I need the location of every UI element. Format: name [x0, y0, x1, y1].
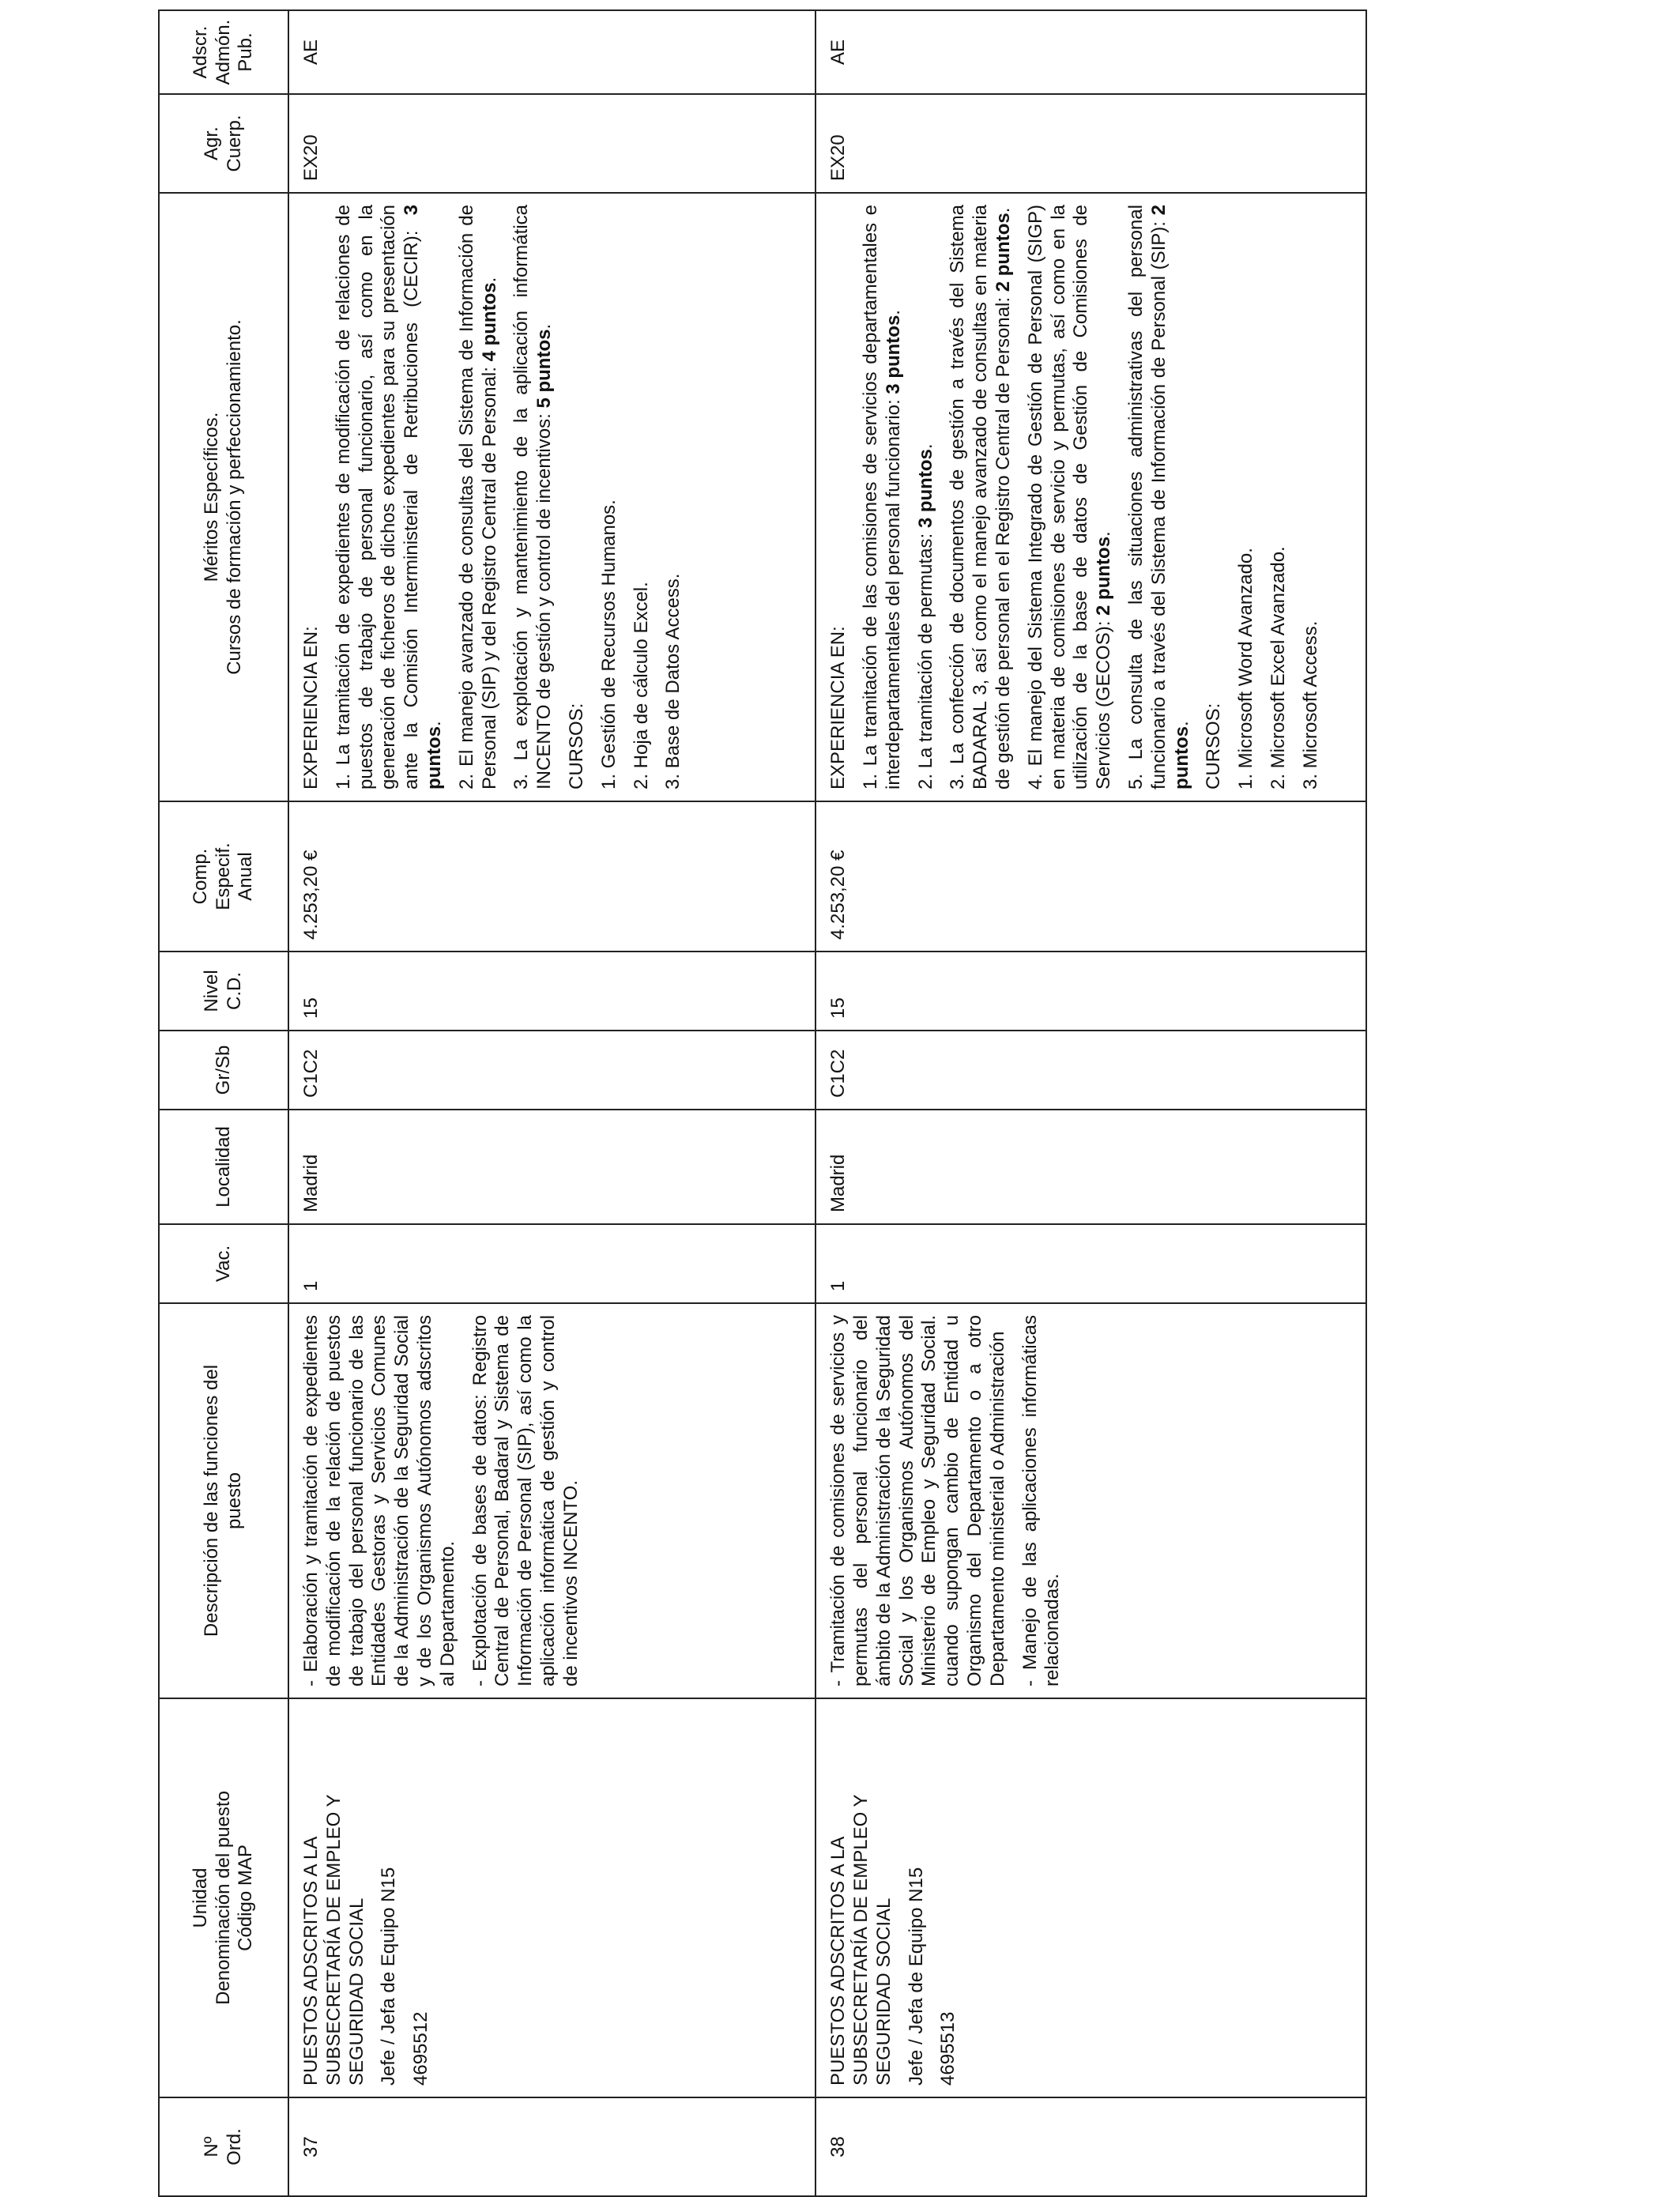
desc-paragraph: - Manejo de las aplicaciones informáticas relacionadas. [1019, 1315, 1064, 1686]
header-vac: Vac. [159, 1224, 288, 1303]
merito-item: 1. La tramitación de las comisiones de servicios departamentales e interdepartamentales del personal funcionario: 3 puntos. [860, 205, 904, 789]
cell-agr: EX20 [816, 94, 1366, 193]
merito-item: 2. La tramitación de permutas: 3 puntos. [914, 443, 936, 789]
merito-item: 2. El manejo avanzado de consultas del Sistema de Información de Personal (SIP) y del Registro Central de Personal: 4 puntos. [455, 205, 500, 789]
header-comp: Comp. Especif. Anual [159, 801, 288, 952]
cell-gr: C1C2 [816, 1031, 1366, 1110]
header-gr: Gr/Sb [159, 1031, 288, 1110]
merito-item: 1. La tramitación de expedientes de modificación de relaciones de puestos de trabajo de personal funcionario, así como en la generación de ficheros de dichos expedientes para su presentación ante la Comisión Interministerial de Retribuciones (CECIR): 3 puntos. [332, 205, 445, 789]
header-adscr: Adscr. Admón. Pub. [159, 10, 288, 94]
cell-meritos [816, 193, 1366, 801]
cell-ord: 37 [288, 2097, 816, 2196]
cell-nivel: 15 [288, 952, 816, 1031]
cell-meritos [288, 193, 816, 801]
cell-unidad [288, 1698, 816, 2097]
cell-descripcion [288, 1303, 816, 1698]
header-unidad: Unidad Denominación del puesto Código MAP [159, 1698, 288, 2097]
cell-gr: C1C2 [288, 1031, 816, 1110]
header-nivel: Nivel C.D. [159, 952, 288, 1031]
unidad-text: PUESTOS ADSCRITOS A LA SUBSECRETARÍA DE EMPLEO Y SEGURIDAD SOCIAL [827, 1794, 895, 2086]
codigo-text: 4695513 [937, 2011, 959, 2086]
merito-item: 2. Microsoft Excel Avanzado. [1267, 546, 1289, 789]
cell-adscr: AE [816, 10, 1366, 94]
cell-comp: 4.253,20 € [288, 801, 816, 952]
merito-item: 3. La explotación y mantenimiento de la aplicación informática INCENTO de gestión y control de incentivos: 5 puntos. [510, 205, 556, 789]
puesto-text: Jefe / Jefa de Equipo N15 [378, 1867, 400, 2086]
merito-item: 1. Microsoft Word Avanzado. [1235, 548, 1257, 789]
header-localidad: Localidad [159, 1110, 288, 1224]
cell-agr: EX20 [288, 94, 816, 193]
table-row [816, 10, 1366, 2196]
cell-nivel: 15 [816, 952, 1366, 1031]
merito-item: 1. Gestión de Recursos Humanos. [597, 499, 620, 789]
desc-paragraph: - Elaboración y tramitación de expedientes de modificación de la relación de puestos de trabajo del personal funcionario de las Entidades Gestoras y Servicios Comunes de la Administración de la Seguridad Social y de los Organismos Autónomos adscritos al Departamento. [300, 1315, 458, 1686]
cell-comp: 4.253,20 € [816, 801, 1366, 952]
table-row [288, 10, 816, 2196]
merito-item: CURSOS: [565, 703, 587, 789]
cell-localidad: Madrid [816, 1110, 1366, 1224]
merito-item: 3. La confección de documentos de gestión a través del Sistema BADARAL 3, así como el manejo avanzado de consultas en materia de gestión de personal en el Registro Central de Personal: 2 puntos. [947, 205, 1014, 789]
desc-paragraph: - Tramitación de comisiones de servicios y permutas del personal funcionario del ámbito de la Administración de la Seguridad Social y los Organismos Autónomos del Ministerio de Empleo y Seguridad Social. cuando supongan cambio de Entidad u Organismo del Departamento o a otro Departamento ministerial o Administración [827, 1315, 1008, 1686]
puesto-text: Jefe / Jefa de Equipo N15 [905, 1867, 927, 2086]
merito-item: 5. La consulta de las situaciones administrativas del personal funcionario a través del Sistema de Información de Personal (SIP): 2 puntos. [1124, 204, 1192, 789]
merito-item: 3. Microsoft Access. [1299, 620, 1321, 789]
cell-ord: 38 [816, 2097, 1366, 2196]
rotated-page [158, 11, 1367, 2197]
merito-item: 4. El manejo del Sistema Integrado de Gestión de Personal (SIGP) en materia de comisiones de servicio y permutas, así como en la utilización de la base de datos de Gestión de Comisiones de Servicios (GECOS): 2 puntos. [1024, 205, 1115, 789]
desc-paragraph: - Explotación de bases de datos: Registro Central de Personal, Badaral y Sistema de Información de Personal (SIP), así como la aplicación informática de gestión y control de incentivos INCENTO. [469, 1315, 582, 1686]
positions-table [158, 9, 1367, 2197]
cell-vac: 1 [816, 1224, 1366, 1303]
merito-item: EXPERIENCIA EN: [300, 626, 322, 789]
unidad-text: PUESTOS ADSCRITOS A LA SUBSECRETARÍA DE EMPLEO Y SEGURIDAD SOCIAL [300, 1794, 367, 2086]
cell-localidad: Madrid [288, 1110, 816, 1224]
header-row [159, 10, 288, 2196]
cell-adscr: AE [288, 10, 816, 94]
merito-item: 3. Base de Datos Access. [662, 573, 684, 789]
merito-item: CURSOS: [1203, 703, 1225, 789]
header-descripcion: Descripción de las funciones del puesto [159, 1303, 288, 1698]
header-ord: Nº Ord. [159, 2097, 288, 2196]
codigo-text: 4695512 [410, 2011, 432, 2086]
merito-item: 2. Hoja de cálculo Excel. [630, 582, 652, 789]
cell-descripcion [816, 1303, 1366, 1698]
header-meritos: Méritos Específicos. Cursos de formación y perfeccionamiento. [159, 193, 288, 801]
merito-item: EXPERIENCIA EN: [827, 626, 849, 789]
cell-unidad [816, 1698, 1366, 2097]
header-agr: Agr. Cuerp. [159, 94, 288, 193]
cell-vac: 1 [288, 1224, 816, 1303]
